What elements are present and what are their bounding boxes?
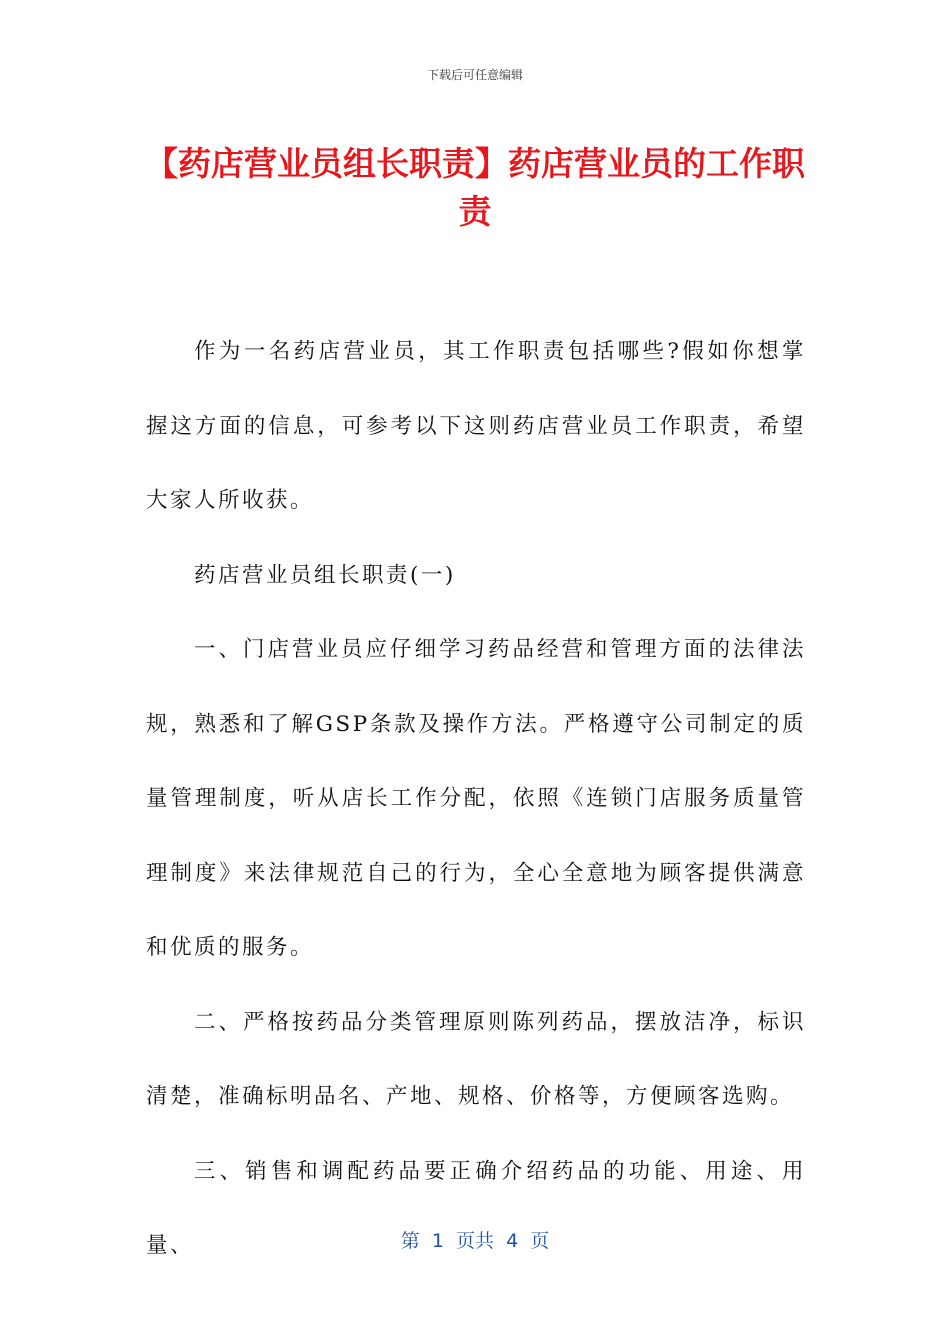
paragraph-item-2: 二、严格按药品分类管理原则陈列药品，摆放洁净，标识清楚，准确标明品名、产地、规格、价格等，方便顾客选购。 xyxy=(146,1009,806,1109)
document-title: 【药店营业员组长职责】药店营业员的工作职责 xyxy=(145,144,805,231)
paragraph-item-3: 三、销售和调配药品要正确介绍药品的功能、用途、用量、 xyxy=(146,1158,806,1258)
header-note: 下载后可任意编辑 xyxy=(426,68,523,82)
paragraph-item-1: 一、门店营业员应仔细学习药品经营和管理方面的法律法规，熟悉和了解GSP条款及操作方法。严格遵守公司制定的质量管理制度，听从店长工作分配，依照《连锁门店服务质量管理制度》来法律规范自己的行为，全心全意地为顾客提供满意和优质的服务。 xyxy=(146,637,806,960)
section-heading: 药店营业员组长职责(一) xyxy=(194,562,456,588)
paragraph-intro: 作为一名药店营业员，其工作职责包括哪些?假如你想掌握这方面的信息，可参考以下这则药店营业员工作职责，希望大家人所收获。 xyxy=(146,339,806,513)
page-number-footer: 第 1 页共 4 页 xyxy=(400,1230,550,1252)
document-body xyxy=(146,315,806,1284)
